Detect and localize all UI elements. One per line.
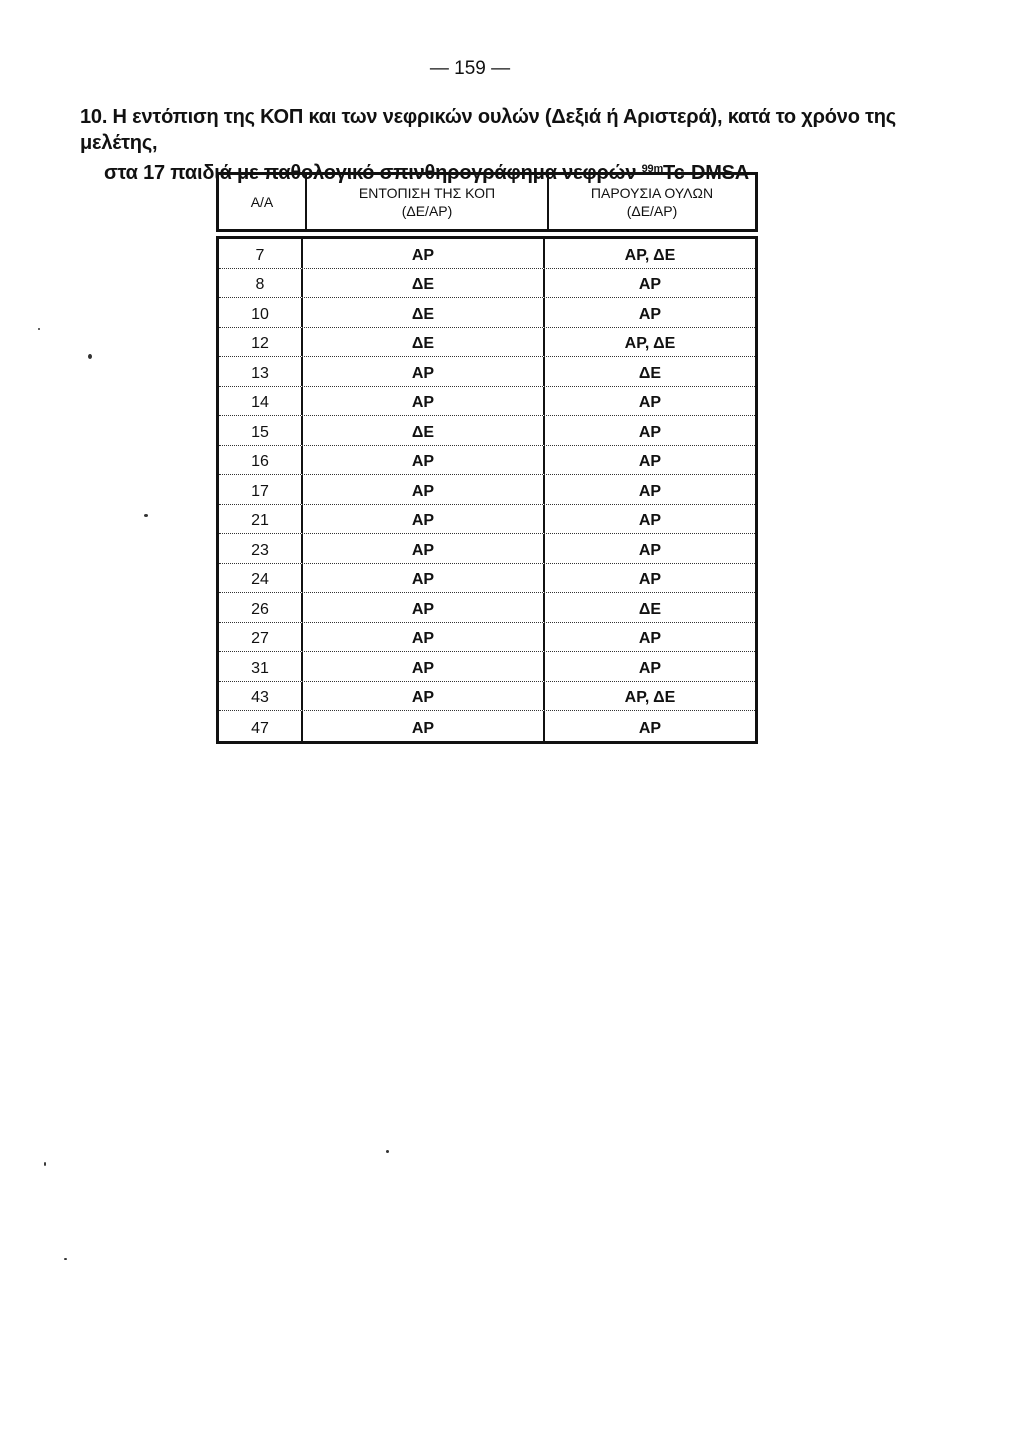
cell-aa: 31 — [251, 659, 269, 677]
cell-scars: ΑΡ — [543, 711, 755, 741]
cell-aa: 13 — [251, 364, 269, 382]
header-kop-location: ΕΝΤΟΠΙΣΗ ΤΗΣ ΚΟΠ (ΔΕ/ΑΡ) — [305, 175, 547, 229]
caption-isotope-superscript: 99m — [641, 163, 664, 175]
cell-aa: 23 — [251, 541, 269, 559]
table-row — [219, 593, 755, 623]
cell-kop: ΑΡ — [301, 623, 543, 652]
cell-scars: ΑΡ, ΔΕ — [543, 239, 755, 268]
cell-kop: ΑΡ — [301, 564, 543, 593]
cell-kop: ΔΕ — [301, 416, 543, 445]
table-header — [216, 172, 758, 232]
cell-aa: 14 — [251, 394, 269, 411]
cell-kop: ΔΕ — [301, 328, 543, 357]
cell-scars: ΑΡ, ΔΕ — [543, 328, 755, 357]
table-row — [219, 357, 755, 387]
cell-scars: ΑΡ, ΔΕ — [543, 682, 755, 711]
table-row — [219, 682, 755, 712]
cell-aa: 15 — [251, 423, 269, 441]
cell-aa: 17 — [251, 482, 269, 500]
cell-aa: 7 — [255, 246, 265, 264]
cell-aa: 8 — [255, 276, 265, 293]
caption-line-2-text: στα 17 παιδιά με παθολογικό σπινθηρογράφημα νεφρών — [104, 162, 642, 184]
cell-aa: 21 — [251, 512, 269, 529]
table-row — [219, 239, 755, 269]
cell-scars: ΑΡ — [543, 652, 755, 681]
scan-speck — [88, 354, 92, 359]
caption-line-2-tail: Tc-DMSA — [663, 162, 750, 184]
table-row — [219, 475, 755, 505]
table-row — [219, 387, 755, 417]
table-body — [216, 236, 758, 744]
cell-kop: ΑΡ — [301, 652, 543, 681]
results-table — [216, 172, 758, 744]
table-row — [219, 564, 755, 594]
cell-kop: ΑΡ — [301, 593, 543, 622]
cell-aa: 12 — [251, 335, 269, 352]
scan-speck — [38, 328, 40, 330]
cell-kop: ΑΡ — [301, 357, 543, 386]
table-row — [219, 505, 755, 535]
cell-kop: ΑΡ — [301, 475, 543, 504]
table-row — [219, 446, 755, 476]
scan-speck — [44, 1162, 46, 1166]
cell-aa: 16 — [251, 453, 269, 470]
cell-aa: 10 — [251, 305, 269, 323]
cell-kop: ΑΡ — [301, 505, 543, 534]
cell-scars: ΑΡ — [543, 298, 755, 327]
scan-speck — [64, 1258, 67, 1260]
table-row — [219, 652, 755, 682]
table-row — [219, 623, 755, 653]
cell-kop: ΔΕ — [301, 269, 543, 298]
table-row — [219, 416, 755, 446]
scan-speck — [144, 514, 148, 517]
cell-scars: ΑΡ — [543, 416, 755, 445]
table-row — [219, 711, 755, 741]
cell-scars: ΔΕ — [543, 357, 755, 386]
cell-aa: 43 — [251, 689, 269, 706]
cell-scars: ΑΡ — [543, 623, 755, 652]
header-scar-presence: ΠΑΡΟΥΣΙΑ ΟΥΛΩΝ (ΔΕ/ΑΡ) — [547, 175, 755, 229]
cell-kop: ΑΡ — [301, 711, 543, 741]
cell-scars: ΑΡ — [543, 534, 755, 563]
cell-scars: ΑΡ — [543, 269, 755, 298]
cell-aa: 24 — [251, 571, 269, 588]
cell-aa: 47 — [251, 719, 269, 737]
cell-scars: ΑΡ — [543, 387, 755, 416]
cell-aa: 27 — [251, 630, 269, 647]
cell-kop: ΑΡ — [301, 682, 543, 711]
cell-kop: ΑΡ — [301, 239, 543, 268]
cell-scars: ΑΡ — [543, 475, 755, 504]
cell-aa: 26 — [251, 600, 269, 618]
cell-kop: ΑΡ — [301, 534, 543, 563]
table-row — [219, 269, 755, 299]
cell-kop: ΔΕ — [301, 298, 543, 327]
scan-speck — [386, 1150, 389, 1153]
cell-kop: ΑΡ — [301, 387, 543, 416]
cell-scars: ΑΡ — [543, 446, 755, 475]
cell-scars: ΑΡ — [543, 505, 755, 534]
table-row — [219, 298, 755, 328]
header-aa: Α/Α — [250, 194, 274, 210]
cell-scars: ΑΡ — [543, 564, 755, 593]
table-row — [219, 328, 755, 358]
page-number: — 159 — — [429, 58, 511, 79]
cell-scars: ΔΕ — [543, 593, 755, 622]
cell-kop: ΑΡ — [301, 446, 543, 475]
table-row — [219, 534, 755, 564]
caption-line-1: 10. Η εντόπιση της ΚΟΠ και των νεφρικών ουλών (Δεξιά ή Αριστερά), κατά το χρόνο της μελέτης, — [80, 106, 897, 154]
